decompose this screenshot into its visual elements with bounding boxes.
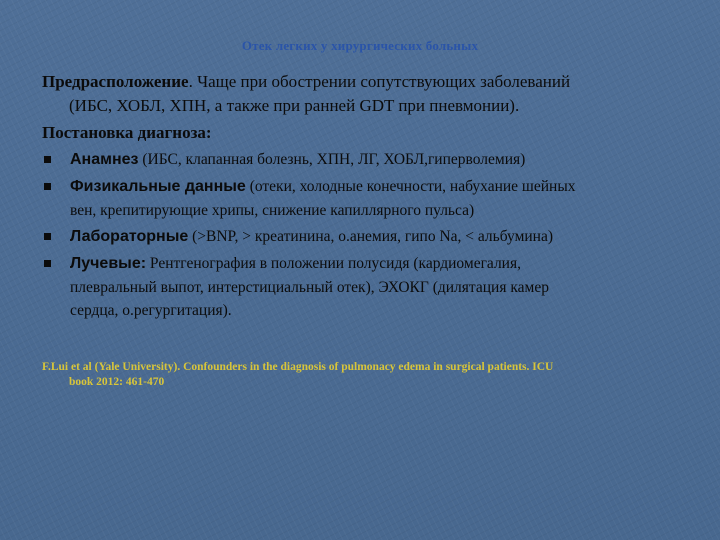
- diagnosis-heading: Постановка диагноза:: [42, 123, 212, 142]
- bullet-imaging: [42, 252, 692, 322]
- bullet-lead: Физикальные данные: [70, 178, 246, 195]
- square-bullet-icon: [44, 260, 51, 267]
- square-bullet-icon: [44, 233, 51, 240]
- bullet-text: (>BNP, > креатинина, о.анемия, гипо Na, < альбумина): [188, 228, 554, 245]
- bullet-lead: Лучевые:: [70, 255, 147, 272]
- square-bullet-icon: [44, 156, 51, 163]
- slide-title: Отек легких у хирургических больных: [241, 38, 479, 53]
- slide-body: [42, 70, 692, 322]
- bullet-lead: Лабораторные: [70, 228, 189, 245]
- bullet-text-cont: плевральный выпот, интерстициальный отек), ЭХОКГ (дилятация камер: [70, 279, 549, 296]
- reference-line1: F.Lui et al (Yale University). Confounders in the diagnosis of pulmonacy edema in surgical patients. ICU: [42, 361, 554, 373]
- bullet-text: (отеки, холодные конечности, набухание шейных: [245, 178, 576, 195]
- predisposition-line2: (ИБС, ХОБЛ, ХПН, а также при ранней GDT при пневмонии).: [69, 96, 520, 115]
- predisposition-lead: Предрасположение: [42, 72, 189, 91]
- square-bullet-icon: [44, 183, 51, 190]
- reference-line2: book 2012: 461-470: [69, 376, 165, 388]
- bullet-text-cont: сердца, о.регургитация).: [70, 302, 232, 319]
- predisposition-line1: . Чаще при обострении сопутствующих заболеваний: [188, 72, 571, 91]
- bullet-anamnesis: [42, 148, 692, 172]
- bullet-physical: [42, 175, 692, 222]
- bullet-text: (ИБС, клапанная болезнь, ХПН, ЛГ, ХОБЛ,гиперволемия): [138, 151, 526, 168]
- bullet-lab: [42, 225, 692, 249]
- bullet-lead: Анамнез: [70, 151, 139, 168]
- bullet-text-cont: вен, крепитирующие хрипы, снижение капиллярного пульса): [70, 202, 475, 219]
- reference-citation: [42, 360, 682, 390]
- bullet-text: Рентгенография в положении полусидя (кардиомегалия,: [146, 255, 521, 272]
- predisposition-paragraph: [42, 70, 692, 118]
